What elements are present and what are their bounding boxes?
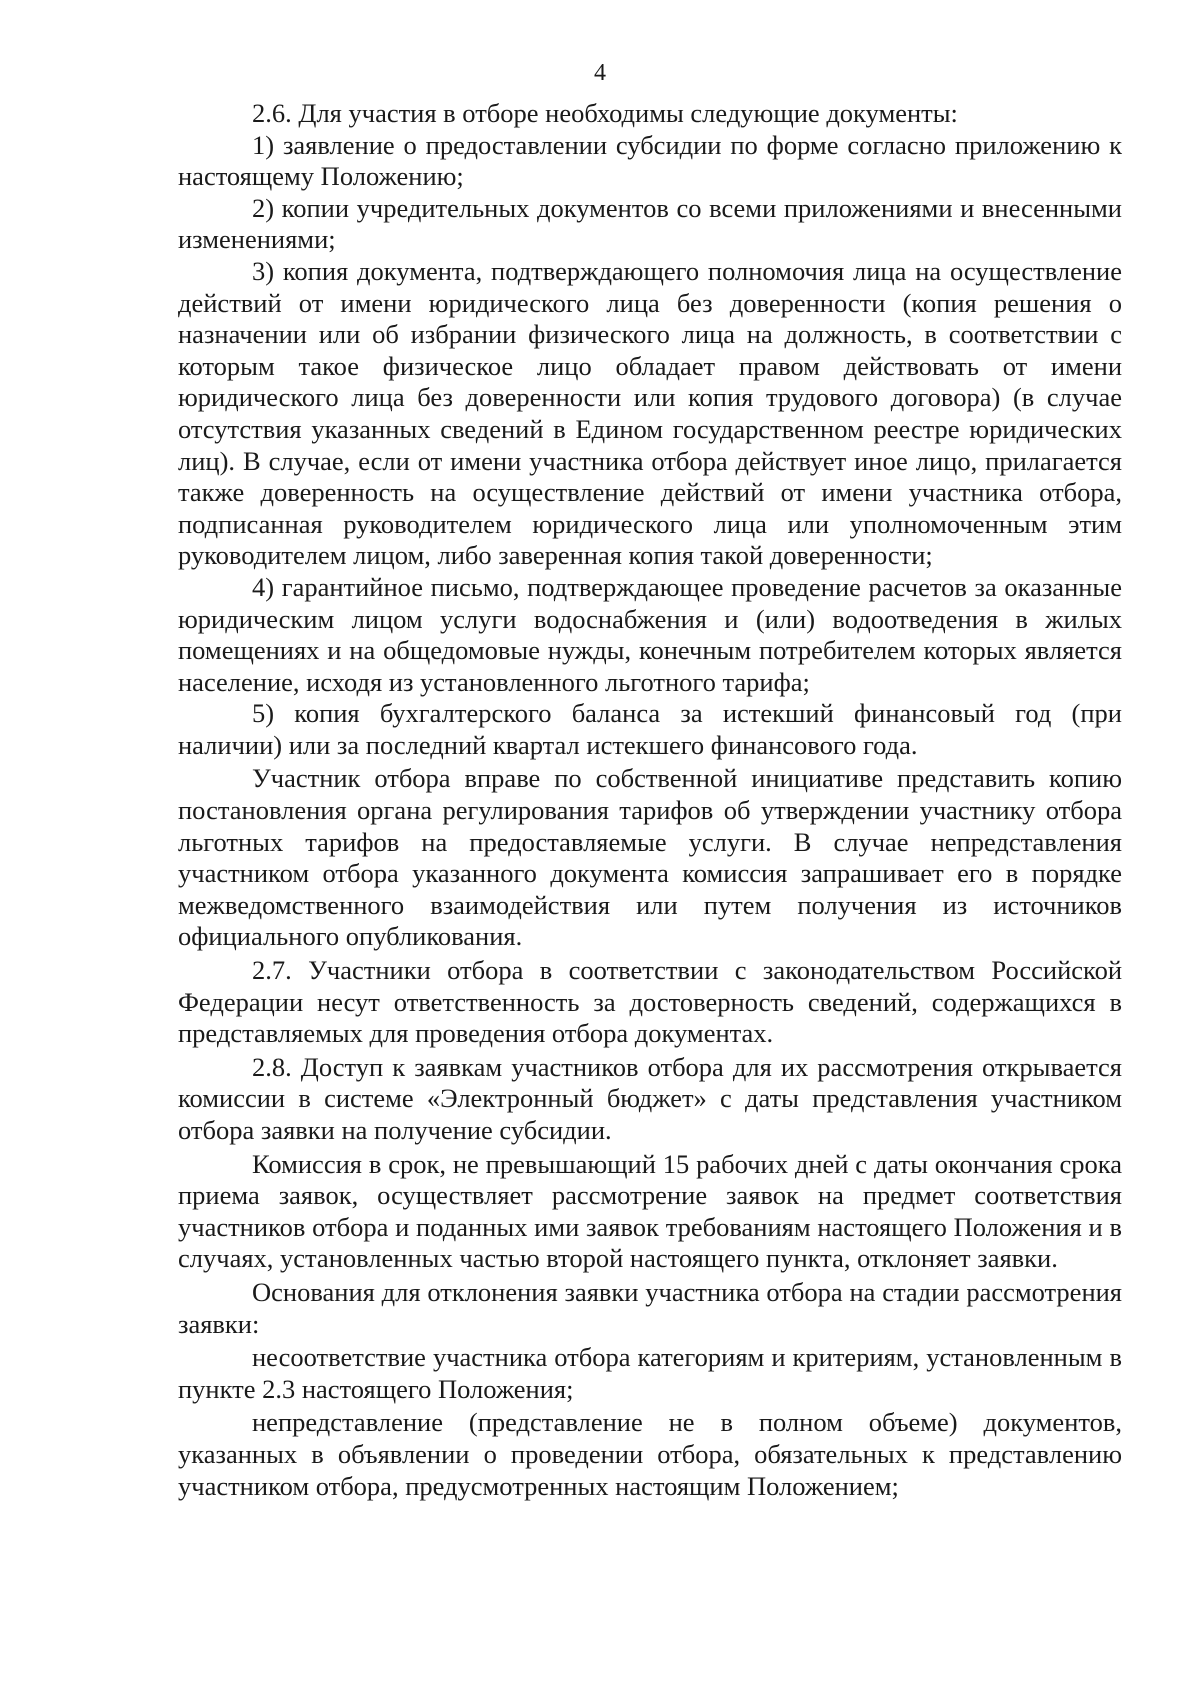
list-item-2: 2) копии учредительных документов со всеми приложениями и внесенными изменениями; bbox=[178, 192, 1122, 255]
rejection-ground-1: несоответствие участника отбора категориям и критериям, установленным в пункте 2.3 настоящего Положения; bbox=[178, 1342, 1122, 1404]
paragraph-2-8: 2.8. Доступ к заявкам участников отбора для их рассмотрения открывается комиссии в системе «Электронный бюджет» с даты представления участником отбора заявки на получение субсидии. bbox=[178, 1051, 1122, 1145]
paragraph-2-6: 2.6. Для участия в отборе необходимы следующие документы: bbox=[252, 98, 958, 128]
document-body bbox=[178, 98, 1122, 1502]
rejection-ground-2: непредставление (представление не в полном объеме) документов, указанных в объявлении о проведении отбора, обязательных к представлению участником отбора, предусмотренных настоящим Положением; bbox=[178, 1407, 1122, 1501]
paragraph-rejection-grounds: Основания для отклонения заявки участника отбора на стадии рассмотрения заявки: bbox=[178, 1276, 1122, 1339]
page-number: 4 bbox=[594, 60, 606, 86]
list-item-1: 1) заявление о предоставлении субсидии по форме согласно приложению к настоящему Положению; bbox=[178, 129, 1122, 192]
paragraph-commission-review: Комиссия в срок, не превышающий 15 рабочих дней с даты окончания срока приема заявок, осуществляет рассмотрение заявок на предмет соответствия участников отбора и поданных ими заявок требованиям настоящего Положения и в случаях, установленных частью второй настоящего пункта, отклоняет заявки. bbox=[178, 1148, 1122, 1274]
paragraph-2-7: 2.7. Участники отбора в соответствии с законодательством Российской Федерации несут ответственность за достоверность сведений, содержащихся в представляемых для проведения отбора документах. bbox=[178, 955, 1122, 1049]
list-item-5: 5) копия бухгалтерского баланса за истекший финансовый год (при наличии) или за последний квартал истекшего финансового года. bbox=[178, 698, 1122, 760]
paragraph-participant-right: Участник отбора вправе по собственной инициативе представить копию постановления органа регулирования тарифов об утверждении участнику отбора льготных тарифов на предоставляемые услуги. В случае непредставления участником отбора указанного документа комиссия запрашивает его в порядке межведомственного взаимодействия или путем получения из источников официального опубликования. bbox=[178, 763, 1122, 952]
list-item-4: 4) гарантийное письмо, подтверждающее проведение расчетов за оказанные юридическим лицом услуги водоснабжения и (или) водоотведения в жилых помещениях и на общедомовые нужды, конечным потребителем которых является население, исходя из установленного льготного тарифа; bbox=[178, 571, 1122, 697]
list-item-3: 3) копия документа, подтверждающего полномочия лица на осуществление действий от имени юридического лица без доверенности (копия решения о назначении или об избрании физического лица на должность, в соответствии с которым такое физическое лицо обладает правом действовать от имени юридического лица без доверенности или копия трудового договора) (в случае отсутствия указанных сведений в Едином государственном реестре юридических лиц). В случае, если от имени участника отбора действует иное лицо, прилагается также доверенность на осуществление действий от имени участника отбора, подписанная руководителем юридического лица или уполномоченным этим руководителем лицом, либо заверенная копия такой доверенности; bbox=[178, 255, 1122, 571]
